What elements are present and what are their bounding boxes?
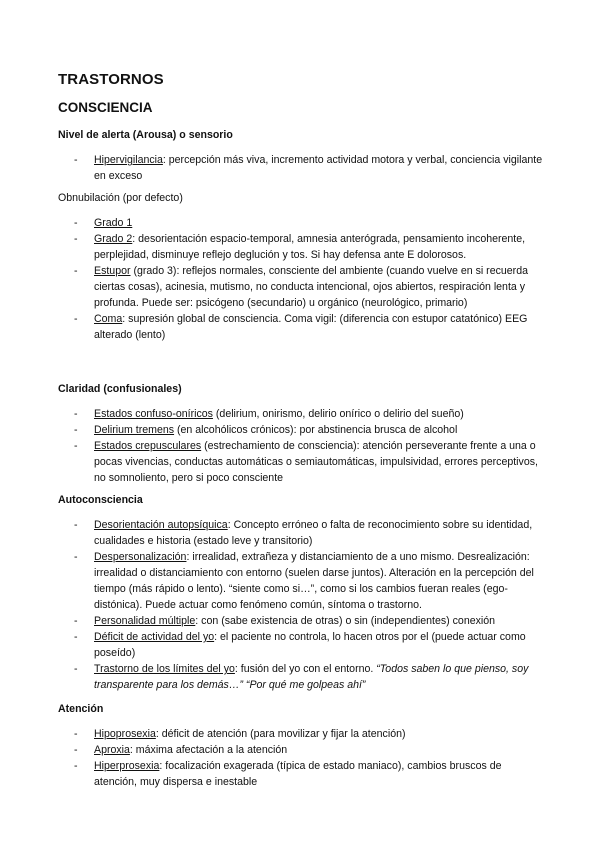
term-label: Coma <box>94 313 123 325</box>
term-label: Estados crepusculares <box>94 440 202 452</box>
dash-bullet: - <box>74 424 78 436</box>
dash-bullet: - <box>74 744 78 756</box>
item-text: : desorientación espacio-temporal, amnesia anterógrada, pensamiento incoherente, perplejidad, disminuye reflejo deglución y tos. Si hay defensa ante E dolorosos. <box>94 233 526 261</box>
item-text: : el paciente no controla, lo hacen otros por el (puede actuar como poseído) <box>94 631 526 659</box>
term-label: Trastorno de los límites del yo <box>94 663 235 675</box>
item-text: : percepción más viva, incremento actividad motora y verbal, conciencia vigilante en exceso <box>94 154 543 182</box>
dash-bullet: - <box>74 663 78 675</box>
list-item <box>74 758 544 790</box>
item-text: : con (sabe existencia de otras) o sin (independientes) conexión <box>195 615 496 627</box>
list-item <box>74 613 544 629</box>
item-text: : fusión del yo con el entorno. <box>234 663 374 675</box>
term-label: Hiperprosexia <box>94 760 160 772</box>
list-item <box>74 231 544 263</box>
term-label: Delirium tremens <box>94 424 175 436</box>
list-nivel-alerta <box>74 152 544 184</box>
heading-claridad: Claridad (confusionales) <box>58 383 182 395</box>
item-text: (estrechamiento de consciencia): atención perseverante frente a una o pocas vivencias, conductas automáticas o semiautomáticas, impulsividad, errores perceptivos, no somnoliento, pero si poco consciente <box>94 440 538 484</box>
list-item <box>74 311 544 343</box>
item-text: : focalización exagerada (típica de estado maniaco), cambios bruscos de atención, muy dispersa e inestable <box>94 760 502 788</box>
heading-autoconsciencia: Autoconsciencia <box>58 494 143 506</box>
list-autoconsciencia <box>74 517 544 693</box>
list-item <box>74 422 544 438</box>
term-label: Desorientación autopsíquica <box>94 519 228 531</box>
term-label: Personalidad múltiple <box>94 615 196 627</box>
item-text: (grado 3): reflejos normales, consciente del ambiente (cuando vuelve en si recuerda ciertas cosas), acinesia, mutismo, no conducta intencional, ojos abiertos, respiración lenta y profunda. Puede ser: psicógeno (secundario) u orgánico (neurológico, primario) <box>94 265 528 309</box>
term-label: Hipoprosexia <box>94 728 156 740</box>
item-text: : irrealidad, extrañeza y distanciamiento de a uno mismo. Desrealización: irrealidad o distanciamiento con entorno (suelen darse juntos). Alteración en la percepción del tiempo (más rápido o lento). “siente como si…”, como si los cambios fueran reales (ego-distónica). Puede actuar como fenómeno común, síntoma o trastorno. <box>94 551 534 611</box>
term-label: Despersonalización <box>94 551 187 563</box>
heading-nivel-alerta: Nivel de alerta (Arousa) o sensorio <box>58 129 233 141</box>
list-item <box>74 742 544 758</box>
dash-bullet: - <box>74 440 78 452</box>
list-item <box>74 517 544 549</box>
term-label: Hipervigilancia <box>94 154 163 166</box>
term-label: Estupor <box>94 265 131 277</box>
dash-bullet: - <box>74 551 78 563</box>
list-item <box>74 438 544 486</box>
list-item <box>74 215 544 231</box>
dash-bullet: - <box>74 760 78 772</box>
document-title: TRASTORNOS <box>58 71 164 88</box>
dash-bullet: - <box>74 154 78 166</box>
heading-atencion: Atención <box>58 703 104 715</box>
quote-text: “Todos saben lo que pienso, soy transparente para los demás…” “Por qué me golpeas ahí” <box>94 663 529 691</box>
item-text: : supresión global de consciencia. Coma vigil: (diferencia con estupor catatónico) EEG alterado (lento) <box>94 313 528 341</box>
list-obnubilacion <box>74 215 544 343</box>
item-text: : déficit de atención (para movilizar y fijar la atención) <box>155 728 406 740</box>
dash-bullet: - <box>74 233 78 245</box>
list-atencion <box>74 726 544 790</box>
term-label: Grado 1 <box>94 217 133 229</box>
item-text: : máxima afectación a la atención <box>129 744 288 756</box>
dash-bullet: - <box>74 408 78 420</box>
list-item <box>74 726 544 742</box>
dash-bullet: - <box>74 615 78 627</box>
list-item <box>74 152 544 184</box>
list-item <box>74 661 544 693</box>
term-label: Grado 2 <box>94 233 133 245</box>
dash-bullet: - <box>74 217 78 229</box>
dash-bullet: - <box>74 265 78 277</box>
term-label: Aproxia <box>94 744 130 756</box>
heading-obnubilacion: Obnubilación (por defecto) <box>58 192 183 204</box>
dash-bullet: - <box>74 728 78 740</box>
list-claridad <box>74 406 544 486</box>
dash-bullet: - <box>74 313 78 325</box>
list-item <box>74 263 544 311</box>
dash-bullet: - <box>74 519 78 531</box>
list-item <box>74 549 544 613</box>
dash-bullet: - <box>74 631 78 643</box>
item-text: : Concepto erróneo o falta de reconocimiento sobre su identidad, cualidades e historia (estado leve y transitorio) <box>94 519 533 547</box>
term-label: Estados confuso-oníricos <box>94 408 213 420</box>
item-text: (en alcohólicos crónicos): por abstinencia brusca de alcohol <box>174 424 458 436</box>
term-label: Déficit de actividad del yo <box>94 631 215 643</box>
section-title-consciencia: CONSCIENCIA <box>58 100 153 115</box>
list-item <box>74 629 544 661</box>
item-text: (delirium, onirismo, delirio onírico o delirio del sueño) <box>212 408 464 420</box>
list-item <box>74 406 544 422</box>
